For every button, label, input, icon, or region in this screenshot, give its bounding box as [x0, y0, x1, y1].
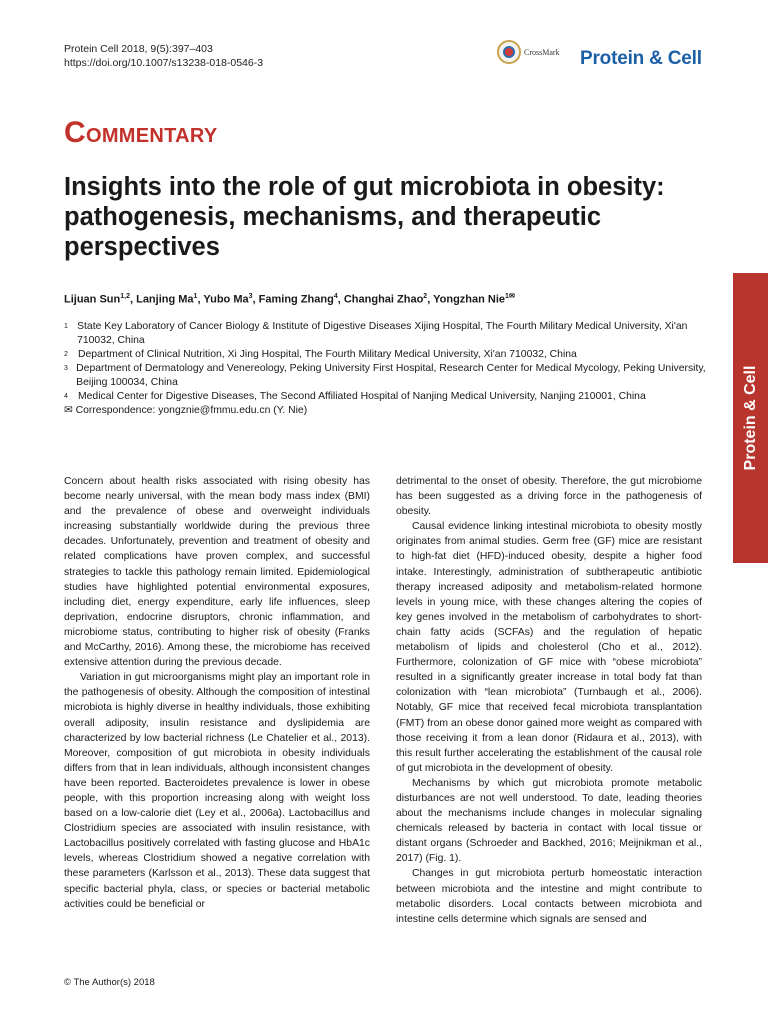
paragraph: detrimental to the onset of obesity. Therefore, the gut microbiome has been suggested as a driving force in the pathogenesis of obesity. — [396, 476, 702, 518]
crossmark-label: CrossMark — [524, 47, 560, 57]
section-label-initial: C — [64, 116, 86, 149]
author-affil-sup: 2 — [423, 293, 428, 300]
affiliation-number: 3 — [64, 365, 68, 372]
crossmark-badge[interactable] — [497, 40, 560, 64]
paragraph: Concern about health risks associated with rising obesity has become nearly universal, with the mean body mass index (BMI) and the prevalence of obese and overweight individuals increasing substantially worldwide during the previous three decades. Unfortunately, prevention and treatment of obesity and related complications have proven complex, and successful strategies to tackle this pathology remain limited. Epidemiological studies have highlighted potential environmental exposures, including diet, energy expenditure, early life influences, sleep deprivation, endocrine disruptors, chronic inflammation, and microbiome status, contributing to higher risk of obesity (Franks and McCarthy, 2016). Among these, the microbiome has received extensive attention during the previous decade. — [64, 476, 370, 669]
article-title: Insights into the role of gut microbiota in obesity: pathogenesis, mechanisms, and therapeutic perspectives — [64, 173, 665, 261]
section-label — [64, 116, 218, 150]
author-affil-sup: 4 — [333, 293, 338, 300]
affiliation-number: 1 — [64, 323, 68, 330]
doi-link[interactable]: https://doi.org/10.1007/s13238-018-0546-3 — [64, 57, 264, 69]
side-tab-label: Protein & Cell — [741, 365, 759, 471]
affiliation-text: Department of Dermatology and Venereology, Peking University First Hospital, Research Center for Medical Mycology, Peking University, Beijing 100034, China — [76, 363, 706, 388]
side-journal-tab — [733, 273, 768, 563]
journal-name: Protein & Cell — [580, 48, 702, 69]
citation-text: Protein Cell 2018, 9(5):397–403 — [64, 43, 213, 55]
author-affil-sup: 1 — [193, 293, 198, 300]
paragraph: Variation in gut microorganisms might play an important role in the pathogenesis of obesity. Although the composition of intestinal microbiota is highly diverse in healthy individuals, those exhibiting overall adiposity, insulin resistance and dyslipidemia are characterized by low bacterial richness (Le Chatelier et al., 2013). Moreover, composition of gut microbiota in obesity individuals differs from that in lean individuals, although inconsistent changes have been reported. Bacteroidetes prevalence is lower in obese people, with this proportion increasing along with weight loss based on a low-calorie diet (Ley et al., 2006a). Lactobacillus and Clostridium species are associated with insulin resistance, with Lactobacillus positively correlated with fasting glucose and HbA1c levels, whereas Clostridium showed a negative correlation with these parameters (Karlsson et al., 2013). These data suggest that specific bacterial phyla, class, or species or bacterial metabolic activities could be beneficial or — [64, 672, 370, 910]
body-column-left — [64, 474, 370, 912]
copyright-footer: © The Author(s) 2018 — [64, 977, 155, 988]
author-name: Lanjing Ma — [136, 293, 194, 306]
body-column-right — [396, 474, 702, 927]
affiliation-item — [64, 348, 714, 362]
paragraph: Causal evidence linking intestinal microbiota to obesity mostly originates from animal studies. Germ free (GF) mice are resistant to high-fat diet (HFD)-induced obesity, despite a higher food intake. Interestingly, administration of subtherapeutic antibiotic therapy increased adiposity and metabolism-related hormone levels in young mice, with these changes altering the copies of key genes involved in the metabolism of carbohydrates to short-chain fatty acids (SCFAs) and the regulation of hepatic metabolism of lipids and cholesterol (Cho et al., 2012). Furthermore, colonization of GF mice with “obese microbiota” resulted in a significantly greater increase in total body fat than colonization with “lean microbiota” (Turnbaugh et al., 2006). Notably, GF mice that received fecal microbiota transplantation (FMT) from an obese donor gained more weight as compared with those receiving it from a lean donor (Ridaura et al., 2013), with this result further accelerating the establishment of the causal role of gut microbiota in the development of obesity. — [396, 521, 702, 774]
author-affil-sup: 1✉ — [505, 293, 515, 300]
author-name: Faming Zhang — [258, 293, 334, 306]
affiliation-number: 4 — [64, 393, 68, 400]
crossmark-icon — [497, 40, 521, 64]
affiliation-item — [64, 390, 714, 404]
author-name: Lijuan Sun — [64, 293, 121, 306]
author-name: Yongzhan Nie — [433, 293, 506, 306]
citation-header — [64, 42, 263, 70]
author-affil-sup: 1,2 — [120, 293, 130, 300]
paragraph: Mechanisms by which gut microbiota promote metabolic disturbances are not well understood. To date, leading theories about the mechanisms include changes in molecular signaling chemicals released by bacteria in contact with local tissue or distant organs (Schroeder and Backhed, 2016; Meijnikman et al., 2017) (Fig. 1). — [396, 777, 702, 865]
affiliation-number: 2 — [64, 351, 68, 358]
author-list: Lijuan Sun$^{1,2}$, Lanjing Ma$^1$, Yubo Ma$^3$, Faming Zhang$^4$, Changhai Zhao$^2$, Yongzhan Nie$^{1✉}$ — [64, 293, 515, 306]
affiliation-text: State Key Laboratory of Cancer Biology & Institute of Digestive Diseases Xijing Hospital, The Fourth Military Medical University, Xi'an 710032, China — [77, 321, 688, 346]
affiliation-item — [64, 362, 714, 390]
correspondence: ✉ Correspondence: yongznie@fmmu.edu.cn (Y. Nie) — [64, 405, 308, 416]
affiliation-text: Medical Center for Digestive Diseases, The Second Affiliated Hospital of Nanjing Medical University, Nanjing 210001, China — [78, 391, 646, 402]
affiliation-item — [64, 320, 714, 348]
affiliations — [64, 320, 714, 418]
affiliation-text: Department of Clinical Nutrition, Xi Jing Hospital, The Fourth Military Medical University, Xi'an 710032, China — [78, 349, 577, 360]
section-label-rest: OMMENTARY — [85, 125, 218, 147]
paragraph: Changes in gut microbiota perturb homeostatic interaction between microbiota and the intestine and might contribute to metabolic disorders. Local contacts between microbiota and intestine cells determine which signals are sensed and — [396, 868, 702, 925]
author-affil-sup: 3 — [248, 293, 253, 300]
author-name: Changhai Zhao — [343, 293, 424, 306]
author-name: Yubo Ma — [203, 293, 249, 306]
